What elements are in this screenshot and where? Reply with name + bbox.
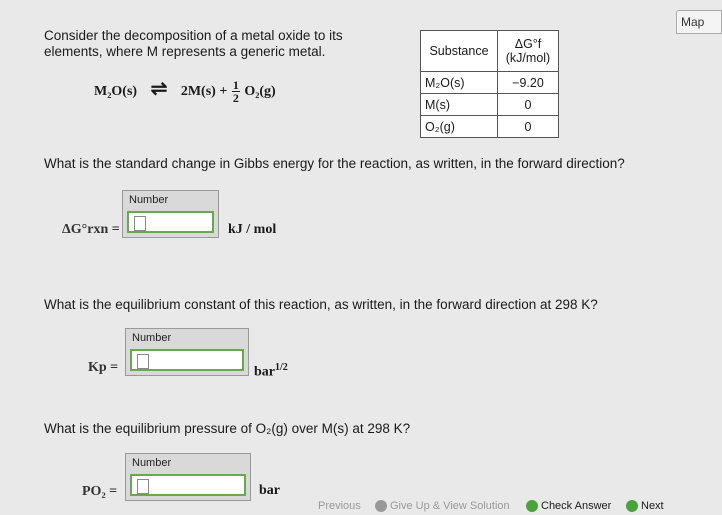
q2-unit-base: bar xyxy=(254,364,275,380)
header-substance: Substance xyxy=(421,31,498,72)
input-placeholder-icon xyxy=(137,354,149,369)
q1-symbol: ΔG°rxn = xyxy=(62,222,120,237)
gibbs-table xyxy=(420,30,559,138)
q3-answer-input[interactable] xyxy=(130,474,246,496)
table-cell-value: 0 xyxy=(498,94,559,116)
q3-symbol: PO₂ = xyxy=(82,484,118,499)
q3-number-label: Number xyxy=(132,457,172,469)
q3-number-box xyxy=(125,453,251,501)
table-row xyxy=(421,116,559,138)
table-cell-value: −9.20 xyxy=(498,72,559,94)
table-row xyxy=(421,94,559,116)
header-dgf xyxy=(498,31,559,72)
check-icon xyxy=(526,500,538,512)
reaction-equation xyxy=(94,76,276,104)
check-answer-button[interactable] xyxy=(526,500,611,512)
q1-number-label: Number xyxy=(129,194,169,206)
equilibrium-arrow-icon: ⇌ xyxy=(150,78,168,100)
give-up-label: Give Up & View Solution xyxy=(390,500,510,512)
eq-fraction xyxy=(232,79,240,104)
q2-number-box xyxy=(125,328,249,376)
previous-link[interactable]: Previous xyxy=(318,500,361,512)
problem-intro xyxy=(44,28,374,60)
q2-number-label: Number xyxy=(132,332,172,344)
q2-symbol: Kp = xyxy=(88,360,119,375)
give-up-link[interactable] xyxy=(375,500,510,512)
next-button[interactable] xyxy=(626,500,664,512)
q2-answer-input[interactable] xyxy=(130,349,244,371)
header-dgf-unit: (kJ/mol) xyxy=(505,51,551,65)
check-answer-label: Check Answer xyxy=(541,500,612,512)
eq-product-2: O₂(g) xyxy=(244,84,276,99)
input-placeholder-icon xyxy=(137,479,149,494)
intro-line-2: elements, where M represents a generic metal. xyxy=(44,44,326,59)
header-dgf-symbol: ΔG°f xyxy=(514,37,542,51)
frac-denominator: 2 xyxy=(232,91,239,106)
give-up-icon xyxy=(375,500,387,512)
q1-number-box xyxy=(122,190,219,238)
q3-unit: bar xyxy=(259,483,280,498)
q2-unit-exponent: 1/2 xyxy=(275,362,288,373)
table-cell-substance: M₂O(s) xyxy=(421,72,498,94)
table-cell-substance: M(s) xyxy=(421,94,498,116)
question-2-text: What is the equilibrium constant of this reaction, as written, in the forward direction at 298 K? xyxy=(44,297,598,312)
q2-unit xyxy=(254,362,288,381)
table-cell-substance: O₂(g) xyxy=(421,116,498,138)
table-header-row xyxy=(421,31,559,72)
eq-reactant: M₂O(s) xyxy=(94,84,138,99)
next-arrow-icon xyxy=(626,500,638,512)
table-cell-value: 0 xyxy=(498,116,559,138)
q1-answer-input[interactable] xyxy=(127,211,214,233)
frac-numerator: 1 xyxy=(232,78,239,93)
question-1-text: What is the standard change in Gibbs energy for the reaction, as written, in the forward direction? xyxy=(44,156,625,171)
input-placeholder-icon xyxy=(134,216,146,231)
question-3-text: What is the equilibrium pressure of O₂(g) over M(s) at 298 K? xyxy=(44,421,411,436)
intro-line-1: Consider the decomposition of a metal oxide to its xyxy=(44,28,343,43)
map-tab[interactable]: Map xyxy=(676,10,722,34)
q1-unit: kJ / mol xyxy=(228,222,277,237)
eq-product-1: 2M(s) + xyxy=(180,84,228,99)
table-row xyxy=(421,72,559,94)
next-label: Next xyxy=(641,500,664,512)
